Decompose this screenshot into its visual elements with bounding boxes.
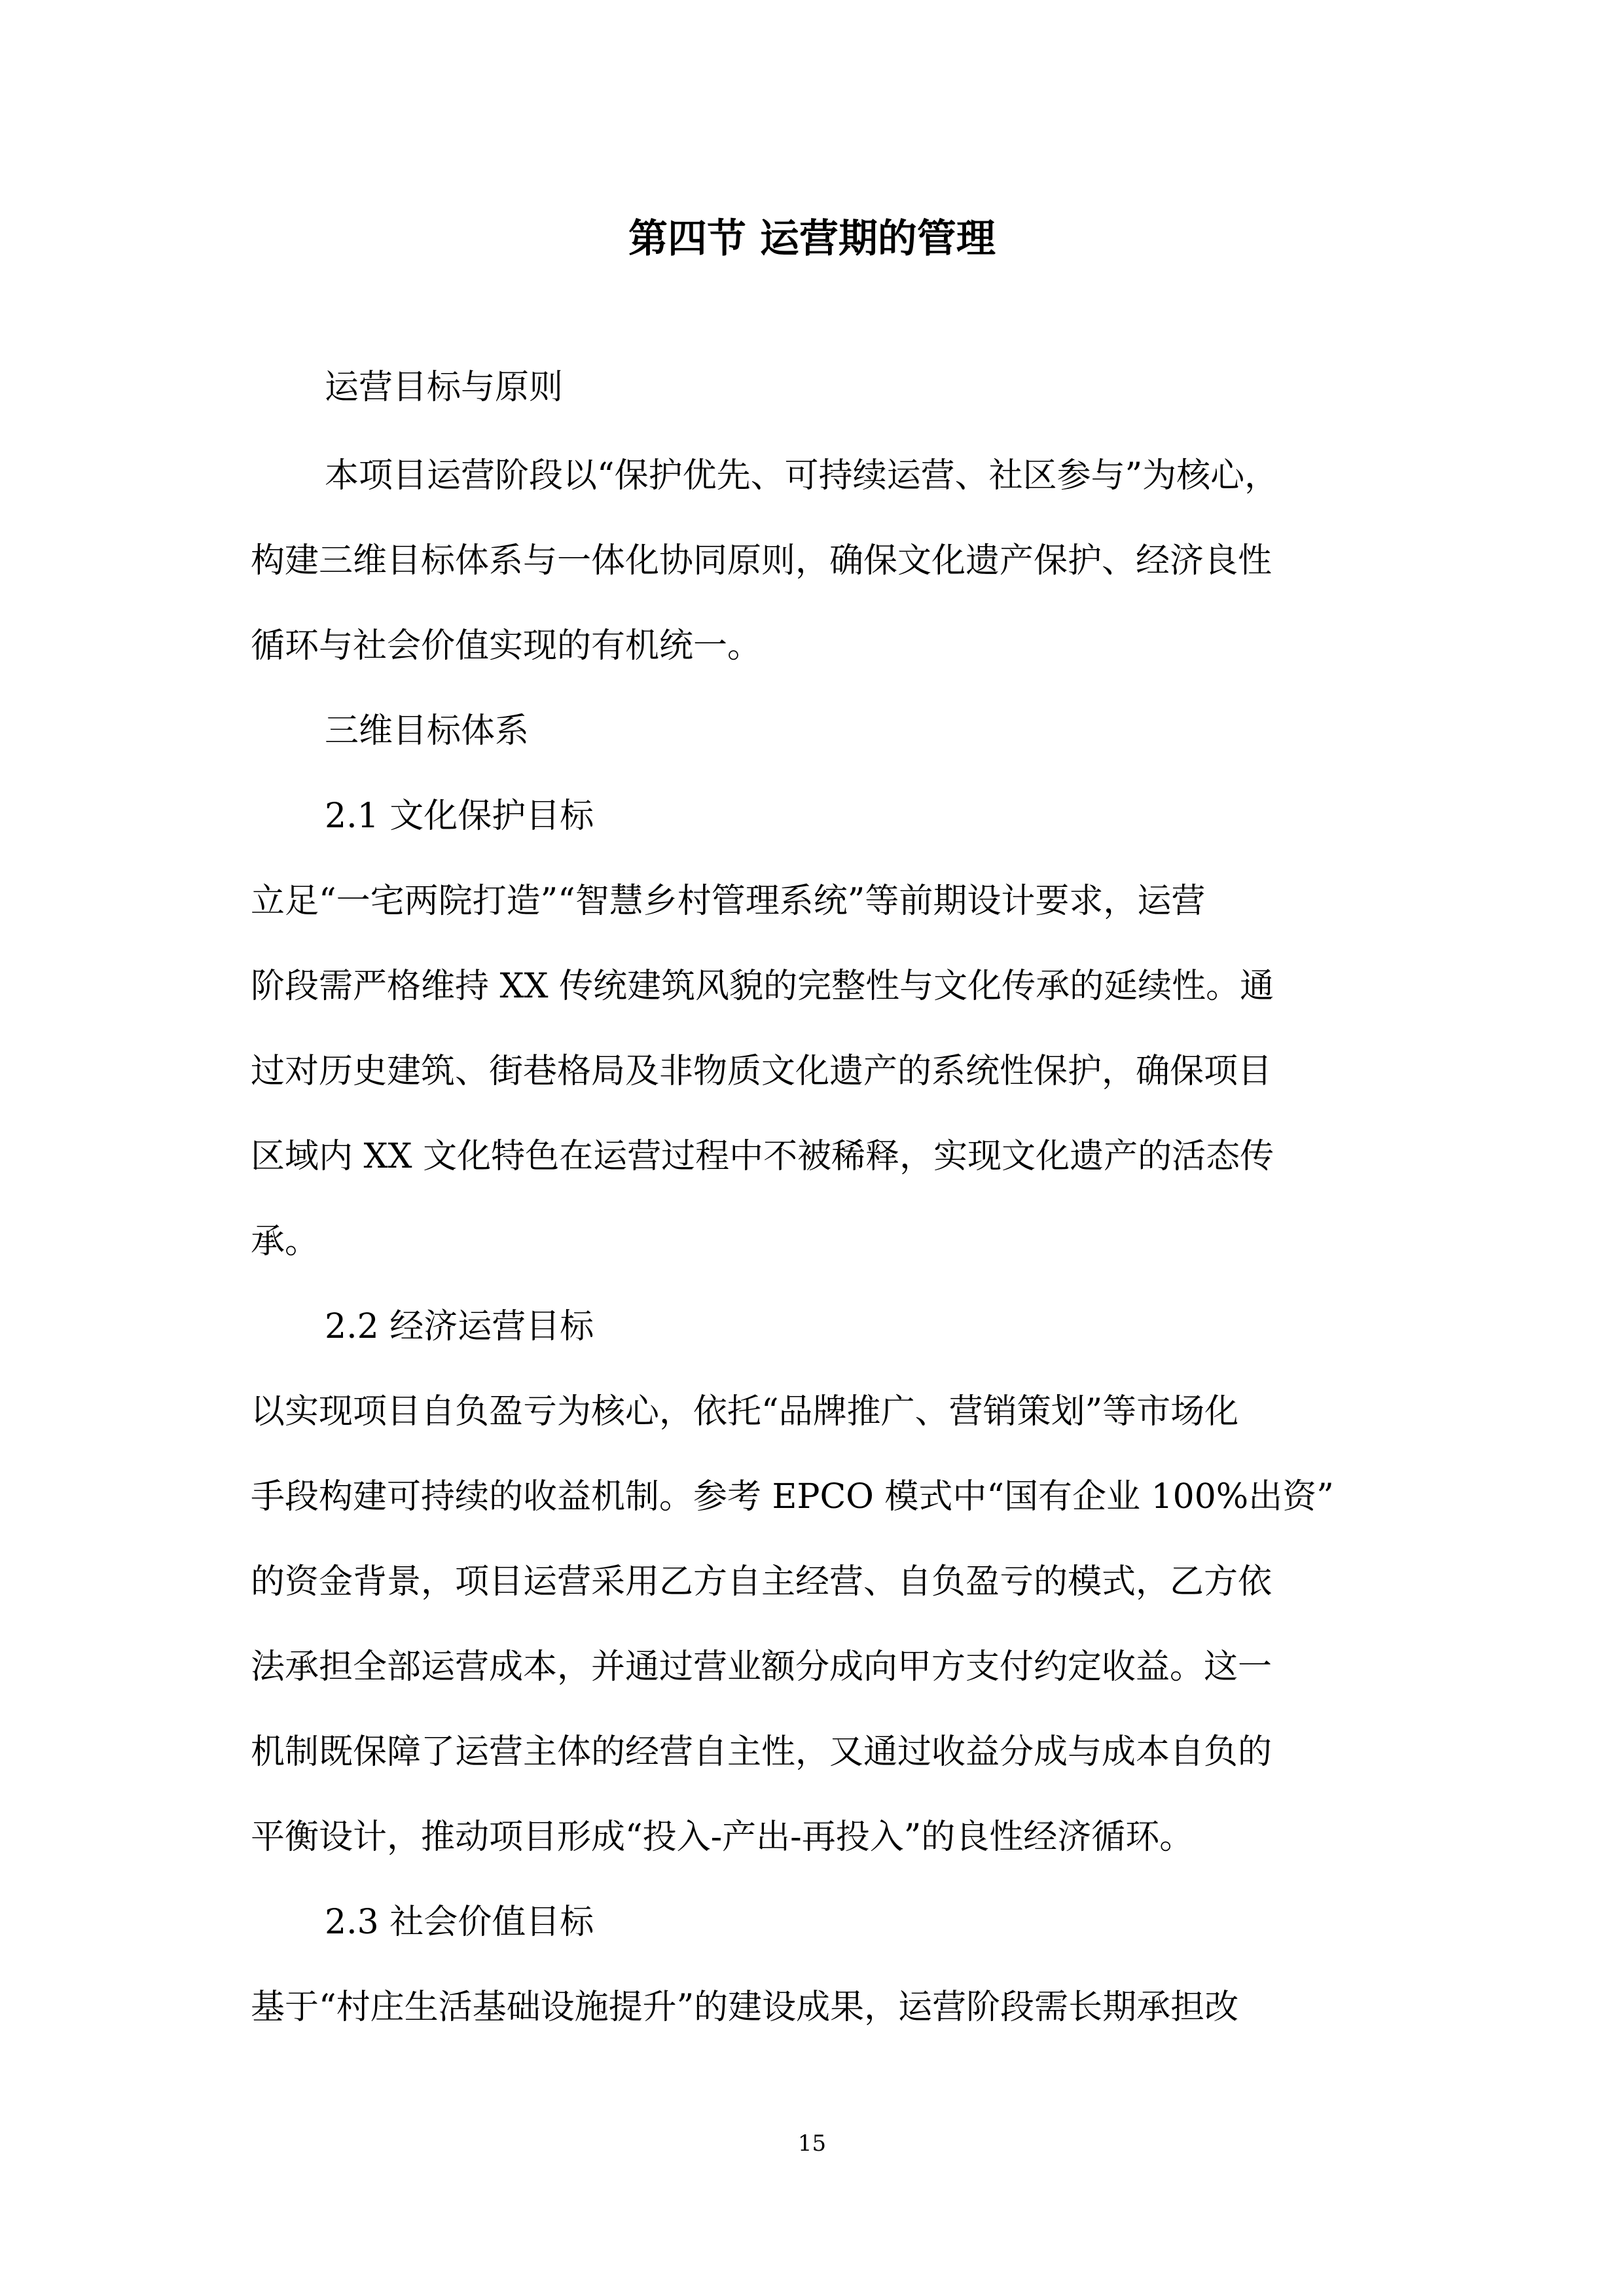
p22-line-5: 机制既保障了运营主体的经营自主性，又通过收益分成与成本自负的	[251, 1732, 1272, 1772]
heading-principles: 运营目标与原则	[325, 368, 564, 407]
p23-line-1: 基于“村庄生活基础设施提升”的建设成果，运营阶段需长期承担改	[251, 1988, 1239, 2027]
p22-line-3: 的资金背景，项目运营采用乙方自主经营、自负盈亏的模式，乙方依	[251, 1562, 1272, 1602]
intro-line-3: 循环与社会价值实现的有机统一。	[251, 626, 762, 666]
heading-system: 三维目标体系	[325, 711, 530, 751]
intro-line-2: 构建三维目标体系与一体化协同原则，确保文化遗产保护、经济良性	[251, 541, 1272, 581]
heading-2-3: 2.3 社会价值目标	[325, 1903, 594, 1942]
p22-line-1: 以实现项目自负盈亏为核心，依托“品牌推广、营销策划”等市场化	[251, 1392, 1239, 1431]
heading-2-2: 2.2 经济运营目标	[325, 1307, 594, 1346]
p21-line-4: 区域内 XX 文化特色在运营过程中不被稀释，实现文化遗产的活态传	[251, 1137, 1274, 1176]
intro-line-1: 本项目运营阶段以“保护优先、可持续运营、社区参与”为核心，	[325, 456, 1279, 495]
p21-line-3: 过对历史建筑、街巷格局及非物质文化遗产的系统性保护，确保项目	[251, 1052, 1272, 1091]
p21-line-1: 立足“一宅两院打造”“智慧乡村管理系统”等前期设计要求，运营	[251, 882, 1206, 921]
p22-line-4: 法承担全部运营成本，并通过营业额分成向甲方支付约定收益。这一	[251, 1647, 1272, 1687]
section-title: 第四节 运营期的管理	[628, 216, 996, 262]
page-number: 15	[797, 2130, 827, 2157]
p22-line-2: 手段构建可持续的收益机制。参考 EPCO 模式中“国有企业 100%出资”	[251, 1477, 1334, 1516]
p21-line-5: 承。	[251, 1222, 319, 1261]
p21-line-2: 阶段需严格维持 XX 传统建筑风貌的完整性与文化传承的延续性。通	[251, 967, 1274, 1006]
p22-line-6: 平衡设计，推动项目形成“投入-产出-再投入”的良性经济循环。	[251, 1818, 1194, 1857]
heading-2-1: 2.1 文化保护目标	[325, 797, 594, 836]
